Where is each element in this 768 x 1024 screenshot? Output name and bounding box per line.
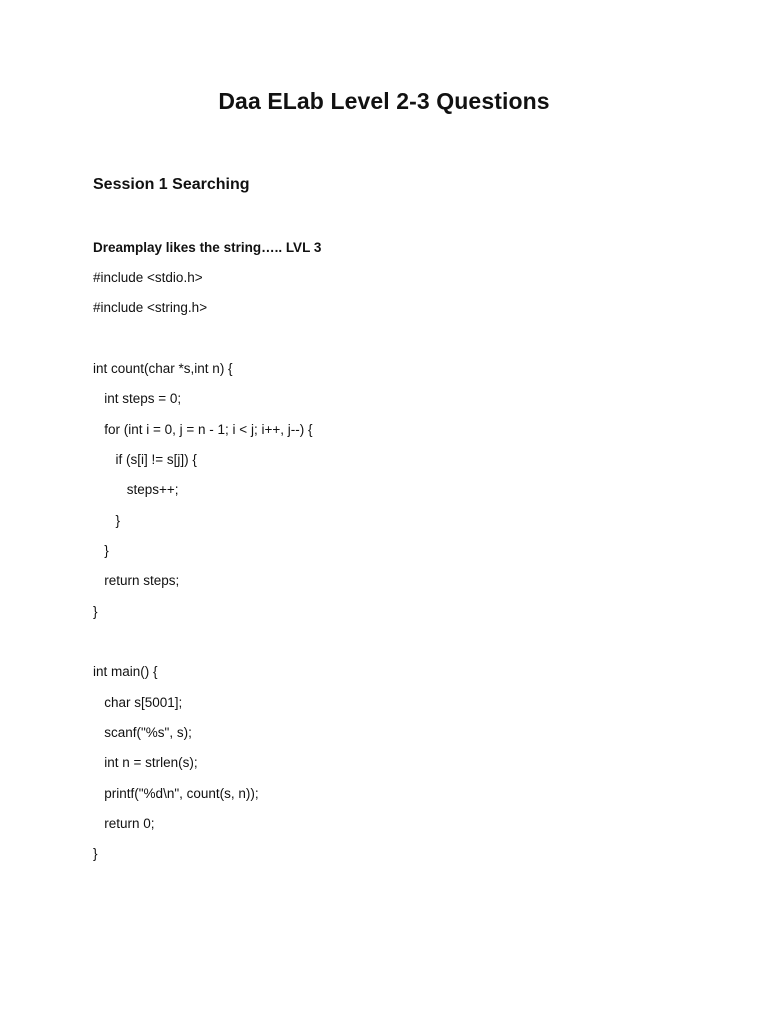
code-line: } — [93, 542, 109, 558]
session-heading: Session 1 Searching — [93, 176, 250, 193]
code-line: if (s[i] != s[j]) { — [93, 451, 197, 467]
code-line: steps++; — [93, 482, 179, 498]
code-line: } — [93, 846, 98, 862]
code-line: return steps; — [93, 573, 180, 589]
document-title: Daa ELab Level 2-3 Questions — [218, 88, 550, 114]
code-line: } — [93, 603, 98, 619]
code-line: char s[5001]; — [93, 694, 183, 710]
code-line — [93, 632, 693, 662]
code-line: #include <stdio.h> — [93, 270, 203, 285]
code-line: int main() { — [93, 664, 158, 680]
code-line: for (int i = 0, j = n - 1; i < j; i++, j--) { — [93, 421, 313, 437]
question-title: Dreamplay likes the string….. LVL 3 — [93, 240, 322, 255]
code-line: int count(char *s,int n) { — [93, 360, 233, 376]
code-line: printf("%d\n", count(s, n)); — [93, 785, 259, 801]
code-line: #include <string.h> — [93, 300, 208, 316]
code-block — [93, 268, 693, 875]
code-line: scanf("%s", s); — [93, 724, 192, 740]
code-line: return 0; — [93, 815, 155, 831]
code-line: } — [93, 512, 121, 528]
code-line — [93, 329, 693, 359]
code-line: int n = strlen(s); — [93, 755, 198, 771]
code-line: int steps = 0; — [93, 391, 182, 407]
